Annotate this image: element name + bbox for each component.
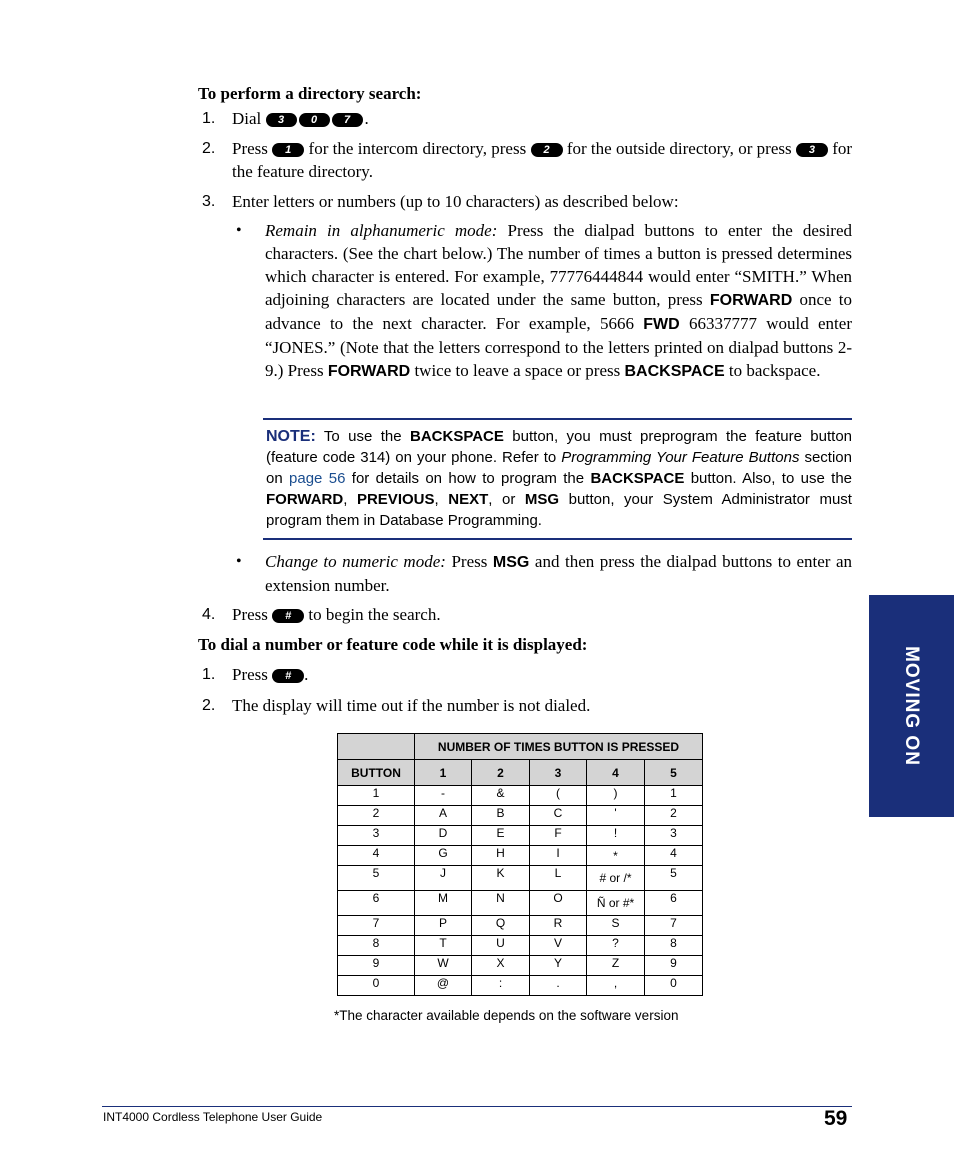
table-cell: L: [530, 866, 587, 891]
key-1-icon: 1: [272, 143, 304, 157]
table-cell: S: [587, 916, 645, 936]
table-header-empty: [338, 734, 415, 760]
step-enter-letters: Enter letters or numbers (up to 10 characters) as described below:: [232, 192, 679, 211]
table-cell: C: [530, 806, 587, 826]
key-7-icon: 7: [332, 113, 363, 127]
table-cell: 3: [338, 826, 415, 846]
table-cell: 1: [338, 786, 415, 806]
table-cell: 6: [645, 891, 703, 916]
key-3-icon: 3: [796, 143, 828, 157]
table-cell: 0: [645, 976, 703, 996]
table-cell: D: [415, 826, 472, 846]
step-number: 2.: [202, 140, 216, 157]
step-number: 4.: [202, 606, 216, 623]
table-row: [338, 786, 703, 806]
table-header-cell: 1: [415, 760, 472, 786]
table-cell: *: [587, 846, 645, 866]
table-cell: Z: [587, 956, 645, 976]
key-0-icon: 0: [299, 113, 330, 127]
table-cell: 8: [338, 936, 415, 956]
table-row: [338, 826, 703, 846]
section-heading-directory-search: To perform a directory search:: [198, 84, 422, 103]
table-cell: 0: [338, 976, 415, 996]
table-cell: 4: [338, 846, 415, 866]
key-pound-icon: #: [272, 669, 304, 683]
table-cell: J: [415, 866, 472, 891]
step-timeout: The display will time out if the number is not dialed.: [232, 696, 591, 715]
table-footnote: *The character available depends on the software version: [334, 1008, 679, 1023]
table-group-header: NUMBER OF TIMES BUTTON IS PRESSED: [415, 734, 703, 760]
side-tab-label: MOVING ON: [901, 646, 922, 766]
step-number: 1.: [202, 110, 216, 127]
table-cell: 1: [645, 786, 703, 806]
bullet-alphanumeric-mode: Remain in alphanumeric mode: Press the dialpad buttons to enter the desired characters. (See the chart below.) The number of times a button is pressed determines which character is entered. For example, 77776444844 would enter “SMITH.” When adjoining characters are located under the same button, press FORWARD once to advance to the next character. For example, 5666 FWD 66337777 would enter “JONES.” (Note that the letters correspond to the letters printed on dialpad buttons 2-9.) Press FORWARD twice to leave a space or press BACKSPACE to backspace.: [265, 221, 853, 380]
table-cell: 6: [338, 891, 415, 916]
table-cell: 7: [645, 916, 703, 936]
character-table: [337, 733, 703, 996]
note-text: NOTE: To use the BACKSPACE button, you must preprogram the feature button (feature code 314) on your phone. Refer to Programming Your Feature Buttons section on page 56 for details on how to program the BACKSPACE button. Also, to use the FORWARD, PREVIOUS, NEXT, or MSG button, your System Administrator must program them in Database Programming.: [266, 428, 853, 529]
table-row: [338, 936, 703, 956]
table-header-cell: 5: [645, 760, 703, 786]
bullet-numeric-mode: Change to numeric mode: Press MSG and then press the dialpad buttons to enter an extension number.: [265, 552, 853, 595]
table-cell: 2: [338, 806, 415, 826]
note-label: NOTE:: [266, 428, 316, 445]
table-cell: K: [472, 866, 530, 891]
table-cell: # or /*: [587, 866, 645, 891]
step-select-directory: Press 1 for the intercom directory, press 2 for the outside directory, or press 3 for the feature directory.: [232, 139, 853, 181]
step-number: 1.: [202, 666, 216, 683]
table-row: [338, 846, 703, 866]
table-body: [338, 786, 703, 996]
table-cell: 9: [338, 956, 415, 976]
table-cell: Ñ or #*: [587, 891, 645, 916]
table-header-row: [338, 760, 703, 786]
table-cell: ?: [587, 936, 645, 956]
table-cell: (: [530, 786, 587, 806]
step-dial: Dial 3 0 7 .: [232, 109, 369, 128]
section-heading-dial-number: To dial a number or feature code while it is displayed:: [198, 635, 588, 654]
table-cell: U: [472, 936, 530, 956]
table-cell: X: [472, 956, 530, 976]
key-3-icon: 3: [266, 113, 297, 127]
table-cell: T: [415, 936, 472, 956]
table-cell: V: [530, 936, 587, 956]
table-row: [338, 866, 703, 891]
table-cell: B: [472, 806, 530, 826]
table-cell: P: [415, 916, 472, 936]
table-cell: @: [415, 976, 472, 996]
table-row: [338, 956, 703, 976]
table-cell: -: [415, 786, 472, 806]
page-link[interactable]: page 56: [289, 470, 346, 487]
bullet-icon: •: [236, 222, 242, 239]
bullet-icon: •: [236, 553, 242, 570]
table-cell: ': [587, 806, 645, 826]
table-cell: 4: [645, 846, 703, 866]
table-cell: 7: [338, 916, 415, 936]
step-number: 2.: [202, 697, 216, 714]
table-cell: F: [530, 826, 587, 846]
table-cell: M: [415, 891, 472, 916]
table-cell: N: [472, 891, 530, 916]
table-cell: 3: [645, 826, 703, 846]
table-header-cell: BUTTON: [338, 760, 415, 786]
table-cell: H: [472, 846, 530, 866]
table-cell: Q: [472, 916, 530, 936]
table-header-cell: 3: [530, 760, 587, 786]
table-cell: I: [530, 846, 587, 866]
table-cell: 2: [645, 806, 703, 826]
table-row: [338, 806, 703, 826]
table-cell: O: [530, 891, 587, 916]
table-cell: Y: [530, 956, 587, 976]
page-number: 59: [824, 1107, 848, 1130]
table-cell: .: [530, 976, 587, 996]
note-box: [263, 418, 852, 540]
table-cell: R: [530, 916, 587, 936]
key-pound-icon: #: [272, 609, 304, 623]
table-header-cell: 4: [587, 760, 645, 786]
table-cell: 8: [645, 936, 703, 956]
key-2-icon: 2: [531, 143, 563, 157]
step-number: 3.: [202, 193, 216, 210]
table-cell: G: [415, 846, 472, 866]
table-header-cell: 2: [472, 760, 530, 786]
table-cell: 5: [338, 866, 415, 891]
footer-rule: [102, 1106, 852, 1107]
table-cell: A: [415, 806, 472, 826]
table-cell: &: [472, 786, 530, 806]
step-press-pound: Press # .: [232, 665, 309, 684]
table-row: [338, 916, 703, 936]
table-cell: ): [587, 786, 645, 806]
step-begin-search: Press # to begin the search.: [232, 605, 441, 624]
table-cell: ,: [587, 976, 645, 996]
table-row: [338, 976, 703, 996]
side-tab: [869, 595, 954, 817]
table-cell: !: [587, 826, 645, 846]
footer-title: INT4000 Cordless Telephone User Guide: [103, 1110, 323, 1124]
table-cell: 9: [645, 956, 703, 976]
table-cell: E: [472, 826, 530, 846]
table-cell: :: [472, 976, 530, 996]
table-cell: W: [415, 956, 472, 976]
table-row: [338, 891, 703, 916]
table-cell: 5: [645, 866, 703, 891]
